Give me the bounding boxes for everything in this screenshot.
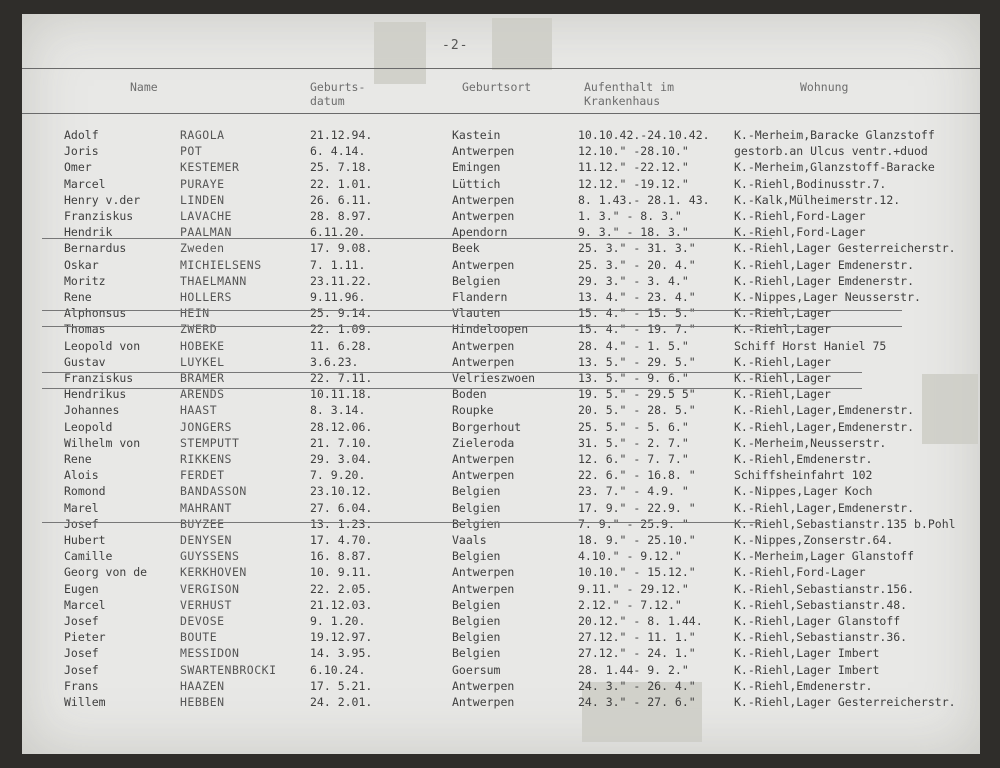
last-name-cell: VERGISON — [180, 581, 240, 596]
table-row — [22, 387, 980, 404]
birth-date-cell: 13. 1.23. — [310, 516, 373, 531]
table-row — [22, 128, 980, 145]
last-name-cell: HEBBEN — [180, 695, 225, 709]
hospital-stay-cell: 9. 3." - 18. 3." — [578, 225, 689, 240]
birth-place-cell: Belgien — [452, 516, 501, 531]
table-row — [22, 614, 980, 631]
birth-date-cell: 19.12.97. — [310, 630, 373, 645]
tape-strip — [374, 22, 426, 84]
table-row — [22, 241, 980, 258]
ruled-line — [42, 310, 902, 311]
residence-cell: K.-Riehl,Sebastianstr.48. — [734, 597, 908, 612]
last-name-cell: PAALMAN — [180, 225, 232, 240]
first-name-cell: Alphonsus — [64, 306, 127, 321]
residence-cell: K.-Riehl,Lager Gesterreicherstr. — [734, 695, 956, 709]
residence-cell: K.-Riehl,Lager — [734, 387, 831, 402]
birth-place-cell: Antwerpen — [452, 452, 515, 466]
birth-date-cell: 21.12.94. — [310, 128, 373, 142]
first-name-cell: Marcel — [64, 176, 106, 191]
hospital-stay-cell: 12. 6." - 7. 7." — [578, 452, 689, 466]
hospital-stay-cell: 27.12." - 24. 1." — [578, 646, 696, 661]
birth-place-cell: Antwerpen — [452, 354, 515, 369]
first-name-cell: Wilhelm von — [64, 435, 141, 450]
last-name-cell: MAHRANT — [180, 500, 232, 515]
birth-date-cell: 22. 1.09. — [310, 322, 373, 337]
birth-date-cell: 22. 2.05. — [310, 581, 373, 596]
birth-date-cell: 25. 7.18. — [310, 160, 373, 175]
last-name-cell: HEIN — [180, 306, 210, 321]
residence-cell: Schiff Horst Haniel 75 — [734, 338, 887, 353]
last-name-cell: RIKKENS — [180, 452, 232, 466]
birth-date-cell: 9.11.96. — [310, 290, 366, 304]
first-name-cell: Franziskus — [64, 371, 134, 385]
hospital-stay-cell: 28. 4." - 1. 5." — [578, 338, 689, 353]
last-name-cell: KESTEMER — [180, 160, 240, 175]
last-name-cell: PURAYE — [180, 176, 225, 191]
residence-cell: K.-Riehl,Ford-Lager — [734, 225, 866, 240]
last-name-cell: JONGERS — [180, 419, 232, 434]
residence-cell: K.-Riehl,Emdenerstr. — [734, 452, 873, 466]
residence-cell: K.-Kalk,Mülheimerstr.12. — [734, 192, 901, 207]
header-top-rule — [22, 68, 980, 69]
table-row — [22, 501, 980, 518]
residence-cell: K.-Riehl,Lager — [734, 371, 831, 385]
hospital-stay-cell: 8. 1.43.- 28.1. 43. — [578, 192, 710, 207]
birth-date-cell: 10.11.18. — [310, 387, 373, 402]
residence-cell: K.-Merheim,Lager Glanstoff — [734, 549, 915, 564]
first-name-cell: Josef — [64, 614, 99, 628]
last-name-cell: HAAST — [180, 403, 218, 418]
residence-cell: K.-Riehl,Lager — [734, 306, 831, 321]
hospital-stay-cell: 20. 5." - 28. 5." — [578, 403, 696, 418]
hospital-stay-cell: 27.12." - 11. 1." — [578, 630, 696, 645]
table-row — [22, 371, 980, 388]
first-name-cell: Romond — [64, 484, 106, 499]
first-name-cell: Franziskus — [64, 209, 134, 223]
residence-cell: K.-Riehl,Lager Glanstoff — [734, 614, 901, 628]
birth-date-cell: 6.11.20. — [310, 225, 366, 240]
birth-place-cell: Belgien — [452, 549, 501, 564]
first-name-cell: Josef — [64, 662, 99, 677]
birth-place-cell: Hindeloopen — [452, 322, 529, 337]
table-row — [22, 646, 980, 663]
hospital-stay-cell: 24. 3." - 27. 6." — [578, 695, 696, 709]
birth-date-cell: 24. 2.01. — [310, 695, 373, 709]
hospital-stay-cell: 28. 1.44- 9. 2." — [578, 662, 689, 677]
residence-cell: K.-Merheim,Neusserstr. — [734, 435, 887, 450]
first-name-cell: Joris — [64, 144, 99, 159]
birth-place-cell: Belgien — [452, 484, 501, 499]
birth-date-cell: 23.10.12. — [310, 484, 373, 499]
first-name-cell: Johannes — [64, 403, 120, 418]
birth-place-cell: Antwerpen — [452, 338, 515, 353]
birth-place-cell: Vaals — [452, 533, 487, 547]
residence-cell: K.-Riehl,Sebastianstr.156. — [734, 581, 915, 596]
ruled-line — [42, 388, 862, 389]
residence-cell: gestorb.an Ulcus ventr.+duod — [734, 144, 928, 159]
residence-cell: K.-Riehl,Emdenerstr. — [734, 678, 873, 693]
last-name-cell: LAVACHE — [180, 209, 232, 223]
birth-date-cell: 6. 4.14. — [310, 144, 366, 159]
table-row — [22, 177, 980, 194]
residence-cell: K.-Riehl,Lager,Emdenerstr. — [734, 500, 915, 515]
first-name-cell: Eugen — [64, 581, 99, 596]
first-name-cell: Rene — [64, 452, 92, 466]
ruled-line — [42, 238, 772, 239]
hospital-stay-cell: 15. 4." - 15. 5." — [578, 306, 696, 321]
birth-date-cell: 11. 6.28. — [310, 338, 373, 353]
hospital-stay-cell: 10.10." - 15.12." — [578, 565, 696, 580]
last-name-cell: RAGOLA — [180, 128, 225, 142]
residence-cell: K.-Riehl,Lager — [734, 322, 831, 337]
table-row — [22, 355, 980, 372]
tape-strip — [492, 18, 552, 70]
residence-cell: K.-Nippes,Lager Neusserstr. — [734, 290, 921, 304]
residence-cell: K.-Nippes,Lager Koch — [734, 484, 873, 499]
birth-date-cell: 25. 9.14. — [310, 306, 373, 321]
first-name-cell: Hubert — [64, 533, 106, 547]
last-name-cell: BUYZEE — [180, 516, 225, 531]
last-name-cell: GUYSSENS — [180, 549, 240, 564]
residence-cell: K.-Riehl,Ford-Lager — [734, 565, 866, 580]
birth-date-cell: 7. 9.20. — [310, 468, 366, 483]
hospital-stay-cell: 23. 7." - 4.9. " — [578, 484, 689, 499]
first-name-cell: Frans — [64, 678, 99, 693]
birth-place-cell: Beek — [452, 241, 480, 256]
table-row — [22, 582, 980, 599]
last-name-cell: HAAZEN — [180, 678, 225, 693]
residence-cell: K.-Riehl,Ford-Lager — [734, 209, 866, 223]
table-row — [22, 679, 980, 696]
birth-date-cell: 17. 5.21. — [310, 678, 373, 693]
hospital-stay-cell: 1. 3." - 8. 3." — [578, 209, 682, 223]
header-birth-date: Geburts- datum — [310, 80, 366, 108]
hospital-stay-cell: 15. 4." - 19. 7." — [578, 322, 696, 337]
table-row — [22, 322, 980, 339]
hospital-stay-cell: 31. 5." - 2. 7." — [578, 435, 689, 450]
first-name-cell: Marcel — [64, 597, 106, 612]
first-name-cell: Gustav — [64, 354, 106, 369]
first-name-cell: Thomas — [64, 322, 106, 337]
residence-cell: K.-Nippes,Zonserstr.64. — [734, 533, 894, 547]
birth-place-cell: Antwerpen — [452, 581, 515, 596]
hospital-stay-cell: 25. 5." - 5. 6." — [578, 419, 689, 434]
hospital-stay-cell: 25. 3." - 20. 4." — [578, 257, 696, 272]
birth-date-cell: 23.11.22. — [310, 273, 373, 288]
first-name-cell: Hendrik — [64, 225, 113, 240]
birth-place-cell: Belgien — [452, 500, 501, 515]
residence-cell: K.-Riehl,Lager Emdenerstr. — [734, 273, 915, 288]
hospital-stay-cell: 12.10." -28.10." — [578, 144, 689, 159]
birth-place-cell: Kastein — [452, 128, 501, 142]
last-name-cell: KERKHOVEN — [180, 565, 247, 580]
last-name-cell: ARENDS — [180, 387, 225, 402]
hospital-stay-cell: 13. 5." - 29. 5." — [578, 354, 696, 369]
last-name-cell: VERHUST — [180, 597, 232, 612]
table-row — [22, 484, 980, 501]
last-name-cell: THAELMANN — [180, 273, 247, 288]
table-row — [22, 468, 980, 485]
last-name-cell: HOLLERS — [180, 290, 232, 304]
first-name-cell: Bernardus — [64, 241, 127, 256]
ruled-line — [42, 326, 902, 327]
document-page — [22, 14, 980, 754]
table-row — [22, 695, 980, 712]
birth-date-cell: 21. 7.10. — [310, 435, 373, 450]
first-name-cell: Henry v.der — [64, 192, 141, 207]
residence-cell: K.-Riehl,Sebastianstr.135 b.Pohl — [734, 516, 956, 531]
table-row — [22, 598, 980, 615]
residence-cell: K.-Riehl,Sebastianstr.36. — [734, 630, 908, 645]
last-name-cell: ZWERD — [180, 322, 218, 337]
table-row — [22, 420, 980, 437]
table-row — [22, 663, 980, 680]
birth-place-cell: Flandern — [452, 290, 508, 304]
birth-place-cell: Boden — [452, 387, 487, 402]
birth-date-cell: 28. 8.97. — [310, 209, 373, 223]
birth-date-cell: 6.10.24. — [310, 662, 366, 677]
table-row — [22, 452, 980, 469]
last-name-cell: DENYSEN — [180, 533, 232, 547]
hospital-stay-cell: 25. 3." - 31. 3." — [578, 241, 696, 256]
last-name-cell: FERDET — [180, 468, 225, 483]
birth-place-cell: Antwerpen — [452, 192, 515, 207]
hospital-stay-cell: 12.12." -19.12." — [578, 176, 689, 191]
birth-place-cell: Apendorn — [452, 225, 508, 240]
birth-date-cell: 21.12.03. — [310, 597, 373, 612]
first-name-cell: Leopold von — [64, 338, 141, 353]
table-row — [22, 290, 980, 307]
residence-cell: K.-Riehl,Lager Gesterreicherstr. — [734, 241, 956, 256]
residence-cell: K.-Riehl,Lager,Emdenerstr. — [734, 403, 915, 418]
birth-date-cell: 26. 6.11. — [310, 192, 373, 207]
birth-date-cell: 29. 3.04. — [310, 452, 373, 466]
last-name-cell: SWARTENBROCKI — [180, 662, 277, 677]
table-row — [22, 225, 980, 242]
hospital-stay-cell: 7. 9." - 25.9. " — [578, 516, 689, 531]
page-number: -2- — [442, 38, 469, 53]
first-name-cell: Georg von de — [64, 565, 148, 580]
table-row — [22, 549, 980, 566]
hospital-stay-cell: 2.12." - 7.12." — [578, 597, 682, 612]
hospital-stay-cell: 20.12." - 8. 1.44. — [578, 614, 703, 628]
table-row — [22, 193, 980, 210]
header-stay: Aufenthalt im Krankenhaus — [584, 80, 675, 108]
residence-cell: Schiffsheinfahrt 102 — [734, 468, 873, 483]
table-row — [22, 160, 980, 177]
last-name-cell: LUYKEL — [180, 354, 225, 369]
hospital-stay-cell: 18. 9." - 25.10." — [578, 533, 696, 547]
last-name-cell: BANDASSON — [180, 484, 247, 499]
hospital-stay-cell: 17. 9." - 22.9. " — [578, 500, 696, 515]
birth-date-cell: 17. 9.08. — [310, 241, 373, 256]
table-row — [22, 306, 980, 323]
table-row — [22, 436, 980, 453]
residence-cell: K.-Merheim,Baracke Glanzstoff — [734, 128, 935, 142]
last-name-cell: MESSIDON — [180, 646, 240, 661]
last-name-cell: POT — [180, 144, 203, 159]
birth-place-cell: Belgien — [452, 273, 501, 288]
table-row — [22, 403, 980, 420]
table-row — [22, 144, 980, 161]
birth-place-cell: Belgien — [452, 614, 501, 628]
birth-date-cell: 10. 9.11. — [310, 565, 373, 580]
table-row — [22, 258, 980, 275]
table-row — [22, 533, 980, 550]
birth-date-cell: 14. 3.95. — [310, 646, 373, 661]
birth-place-cell: Belgien — [452, 597, 501, 612]
hospital-stay-cell: 9.11." - 29.12." — [578, 581, 689, 596]
first-name-cell: Camille — [64, 549, 113, 564]
birth-place-cell: Goersum — [452, 662, 501, 677]
birth-place-cell: Antwerpen — [452, 678, 515, 693]
last-name-cell: LINDEN — [180, 192, 225, 207]
last-name-cell: BOUTE — [180, 630, 218, 645]
birth-place-cell: Vlauten — [452, 306, 501, 321]
residence-cell: K.-Riehl,Lager — [734, 354, 831, 369]
first-name-cell: Josef — [64, 646, 99, 661]
birth-place-cell: Roupke — [452, 403, 494, 418]
first-name-cell: Marel — [64, 500, 99, 515]
last-name-cell: MICHIELSENS — [180, 257, 262, 272]
hospital-stay-cell: 4.10." - 9.12." — [578, 549, 682, 564]
table-row — [22, 339, 980, 356]
birth-place-cell: Zieleroda — [452, 435, 515, 450]
hospital-stay-cell: 13. 4." - 23. 4." — [578, 290, 696, 304]
residence-cell: K.-Riehl,Lager Imbert — [734, 662, 880, 677]
residence-cell: K.-Riehl,Lager Imbert — [734, 646, 880, 661]
table-row — [22, 630, 980, 647]
birth-date-cell: 28.12.06. — [310, 419, 373, 434]
residence-cell: K.-Riehl,Lager,Emdenerstr. — [734, 419, 915, 434]
header-residence: Wohnung — [800, 80, 849, 94]
birth-date-cell: 27. 6.04. — [310, 500, 373, 515]
birth-place-cell: Antwerpen — [452, 257, 515, 272]
birth-place-cell: Antwerpen — [452, 695, 515, 709]
table-row — [22, 565, 980, 582]
birth-place-cell: Velrieszwoen — [452, 371, 536, 385]
hospital-stay-cell: 11.12." -22.12." — [578, 160, 689, 175]
birth-date-cell: 9. 1.20. — [310, 614, 366, 628]
first-name-cell: Willem — [64, 695, 106, 709]
residence-cell: K.-Merheim,Glanzstoff-Baracke — [734, 160, 935, 175]
header-bottom-rule — [22, 113, 980, 114]
birth-date-cell: 22. 7.11. — [310, 371, 373, 385]
birth-place-cell: Belgien — [452, 646, 501, 661]
first-name-cell: Leopold — [64, 419, 113, 434]
birth-place-cell: Lüttich — [452, 176, 501, 191]
first-name-cell: Hendrikus — [64, 387, 127, 402]
hospital-stay-cell: 24. 3." - 26. 4." — [578, 678, 696, 693]
last-name-cell: HOBEKE — [180, 338, 225, 353]
birth-place-cell: Borgerhout — [452, 419, 522, 434]
header-birth-place: Geburtsort — [462, 80, 532, 94]
first-name-cell: Moritz — [64, 273, 106, 288]
birth-place-cell: Emingen — [452, 160, 501, 175]
first-name-cell: Alois — [64, 468, 99, 483]
last-name-cell: Zweden — [180, 241, 225, 256]
first-name-cell: Josef — [64, 516, 99, 531]
birth-place-cell: Antwerpen — [452, 565, 515, 580]
table-row — [22, 517, 980, 534]
residence-cell: K.-Riehl,Lager Emdenerstr. — [734, 257, 915, 272]
ruled-line — [42, 372, 862, 373]
birth-place-cell: Belgien — [452, 630, 501, 645]
ruled-line — [42, 522, 762, 523]
first-name-cell: Rene — [64, 290, 92, 304]
birth-date-cell: 3.6.23. — [310, 354, 359, 369]
hospital-stay-cell: 13. 5." - 9. 6." — [578, 371, 689, 385]
last-name-cell: DEVOSE — [180, 614, 225, 628]
header-name: Name — [130, 80, 158, 94]
table-row — [22, 274, 980, 291]
first-name-cell: Adolf — [64, 128, 99, 142]
last-name-cell: BRAMER — [180, 371, 225, 385]
first-name-cell: Oskar — [64, 257, 99, 272]
table-row — [22, 209, 980, 226]
birth-date-cell: 17. 4.70. — [310, 533, 373, 547]
first-name-cell: Pieter — [64, 630, 106, 645]
birth-date-cell: 22. 1.01. — [310, 176, 373, 191]
hospital-stay-cell: 22. 6." - 16.8. " — [578, 468, 696, 483]
birth-place-cell: Antwerpen — [452, 468, 515, 483]
birth-date-cell: 7. 1.11. — [310, 257, 366, 272]
birth-date-cell: 16. 8.87. — [310, 549, 373, 564]
residence-cell: K.-Riehl,Bodinusstr.7. — [734, 176, 887, 191]
birth-date-cell: 8. 3.14. — [310, 403, 366, 418]
hospital-stay-cell: 29. 3." - 3. 4." — [578, 273, 689, 288]
birth-place-cell: Antwerpen — [452, 144, 515, 159]
hospital-stay-cell: 19. 5." - 29.5 5" — [578, 387, 696, 402]
first-name-cell: Omer — [64, 160, 92, 175]
birth-place-cell: Antwerpen — [452, 209, 515, 223]
hospital-stay-cell: 10.10.42.-24.10.42. — [578, 128, 710, 142]
last-name-cell: STEMPUTT — [180, 435, 240, 450]
